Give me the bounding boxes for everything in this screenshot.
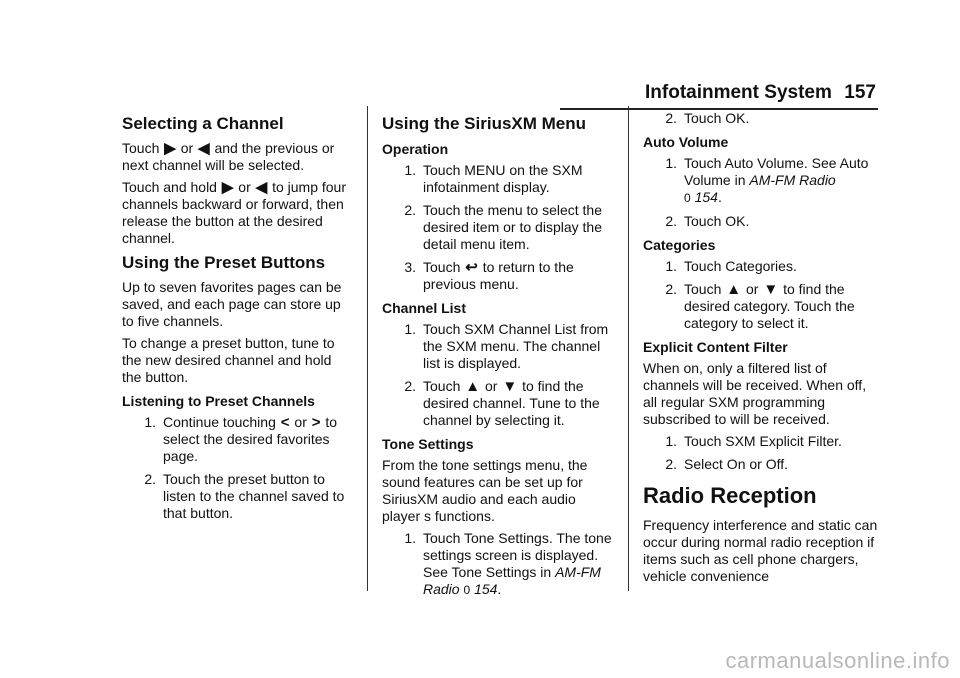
list-item (643, 110, 879, 127)
step-number: 2. (665, 281, 677, 297)
step-text: Touch the menu to select the desired item or to display the detail menu item. (423, 202, 602, 252)
text: to find the desired channel. Tune to the channel by selecting it. (423, 378, 600, 428)
text: to find the desired category. Touch the category to select it. (684, 281, 855, 331)
back-icon: ↩ (465, 259, 478, 276)
text: or (294, 414, 307, 430)
step-number: 2. (665, 456, 677, 472)
paragraph: When on, only a filtered list of channels will be received. When off, all regular SXM programming subscribed to will be received. (643, 360, 867, 427)
text: or (180, 140, 194, 156)
heading-preset-buttons: Using the Preset Buttons (122, 253, 326, 272)
paragraph (122, 179, 354, 247)
text: to return to the previous menu. (423, 259, 574, 292)
step-number: 2. (144, 471, 156, 487)
list-item (382, 162, 614, 196)
paragraph: Up to seven favorites pages can be saved, and each page can store up to five channels. (122, 279, 342, 329)
step-text: Touch OK. (684, 213, 750, 229)
text: and the previous or next channel will be selected. (122, 140, 335, 173)
list-item (643, 213, 879, 230)
page-number: 157 (844, 82, 876, 103)
step-text: Touch SXM Explicit Filter. (684, 433, 842, 449)
step-text (163, 414, 354, 465)
seek-next-icon: ▶ (164, 140, 176, 157)
list-item (643, 258, 879, 275)
paragraph (122, 140, 354, 174)
text: Touch and hold (122, 179, 217, 195)
down-arrow-icon: ▼ (502, 378, 518, 395)
step-number: 1. (665, 433, 677, 449)
page-reference: 154 (694, 189, 718, 205)
step-number: 3. (404, 259, 416, 275)
heading-categories: Categories (643, 237, 716, 253)
step-number: 1. (665, 258, 677, 274)
list-item (643, 281, 879, 332)
step-number: 1. (404, 321, 416, 337)
text: to jump four channels backward or forward, then release the button at the desired channel. (122, 179, 347, 246)
step-text: Select On or Off. (684, 456, 789, 472)
down-arrow-icon: ▼ (763, 281, 779, 298)
list-item (643, 456, 879, 473)
heading-tone-settings: Tone Settings (382, 436, 474, 452)
text: . (717, 189, 722, 205)
text: or (238, 179, 251, 195)
up-arrow-icon: ▲ (465, 378, 481, 395)
page-reference: 154 (474, 581, 498, 597)
column-3 (643, 108, 879, 590)
heading-channel-list: Channel List (382, 300, 467, 316)
step-number: 1. (665, 155, 677, 171)
step-number: 2. (665, 213, 677, 229)
text: Touch (684, 281, 722, 297)
list-item (382, 259, 614, 293)
step-number: 1. (144, 414, 156, 430)
seek-prev-icon: ◀ (255, 179, 268, 196)
list-item (382, 378, 614, 429)
section-title: Infotainment System (645, 82, 832, 103)
step-text: Touch Categories. (684, 258, 797, 274)
step-number: 2. (665, 110, 677, 126)
column-divider (367, 106, 368, 591)
step-number: 2. (404, 202, 416, 218)
heading-explicit-filter: Explicit Content Filter (643, 339, 788, 355)
list-item (382, 321, 614, 372)
step-text: Touch SXM Channel List from the SXM menu. The channel list is displayed. (423, 321, 609, 371)
heading-radio-reception: Radio Reception (643, 483, 817, 508)
page-ref-icon: 0 (684, 191, 691, 205)
column-1 (122, 108, 354, 528)
text: Continue touching (163, 414, 276, 430)
step-text (423, 530, 614, 599)
text: Touch (423, 378, 461, 394)
step-text (423, 259, 614, 293)
step-text (684, 155, 879, 207)
heading-listening-preset: Listening to Preset Channels (122, 393, 315, 409)
up-arrow-icon: ▲ (726, 281, 742, 298)
seek-next-icon: ▶ (221, 179, 234, 196)
page-prev-icon: < (280, 414, 290, 431)
paragraph: Frequency interference and static can occur during normal radio reception if items such as cell phone chargers, vehicle convenience (643, 517, 878, 584)
step-number: 2. (404, 378, 416, 394)
step-number: 1. (404, 530, 416, 546)
heading-siriusxm-menu: Using the SiriusXM Menu (382, 114, 587, 133)
text: Touch (423, 259, 461, 275)
page-header (560, 78, 878, 110)
list-item (643, 433, 879, 450)
watermark: carmanualsonline.info (725, 648, 950, 673)
text: Touch (122, 140, 160, 156)
list-item (122, 471, 354, 522)
text: to select the desired favorites page. (163, 414, 338, 464)
list-item (122, 414, 354, 465)
page-ref-icon: 0 (463, 583, 471, 597)
step-text: Touch OK. (684, 110, 750, 126)
paragraph: From the tone settings menu, the sound features can be set up for SiriusXM audio and each audio player s functions. (382, 457, 588, 524)
step-text: Touch the preset button to listen to the channel saved to that button. (163, 471, 345, 521)
list-item (382, 202, 614, 253)
step-text (684, 281, 879, 332)
text: Touch Tone Settings. The tone settings screen is displayed. See Tone Settings in (423, 530, 612, 580)
seek-prev-icon: ◀ (198, 140, 210, 157)
text: or (485, 378, 498, 394)
heading-selecting-channel: Selecting a Channel (122, 114, 284, 133)
paragraph: To change a preset button, tune to the new desired channel and hold the button. (122, 335, 335, 385)
step-text (423, 378, 614, 429)
column-2 (382, 108, 614, 605)
heading-auto-volume: Auto Volume (643, 134, 729, 150)
list-item (382, 530, 614, 599)
cross-reference: AM-FM Radio (749, 172, 836, 188)
step-number: 1. (404, 162, 416, 178)
heading-operation: Operation (382, 141, 449, 157)
step-text: Touch MENU on the SXM infotainment display. (423, 162, 583, 195)
text: or (746, 281, 759, 297)
text: Touch Auto Volume. See Auto Volume in (684, 155, 869, 188)
column-divider (628, 106, 629, 591)
cross-reference: AM-FM Radio (423, 564, 601, 597)
text: . (497, 581, 502, 597)
list-item (643, 155, 879, 207)
page-next-icon: > (311, 414, 321, 431)
